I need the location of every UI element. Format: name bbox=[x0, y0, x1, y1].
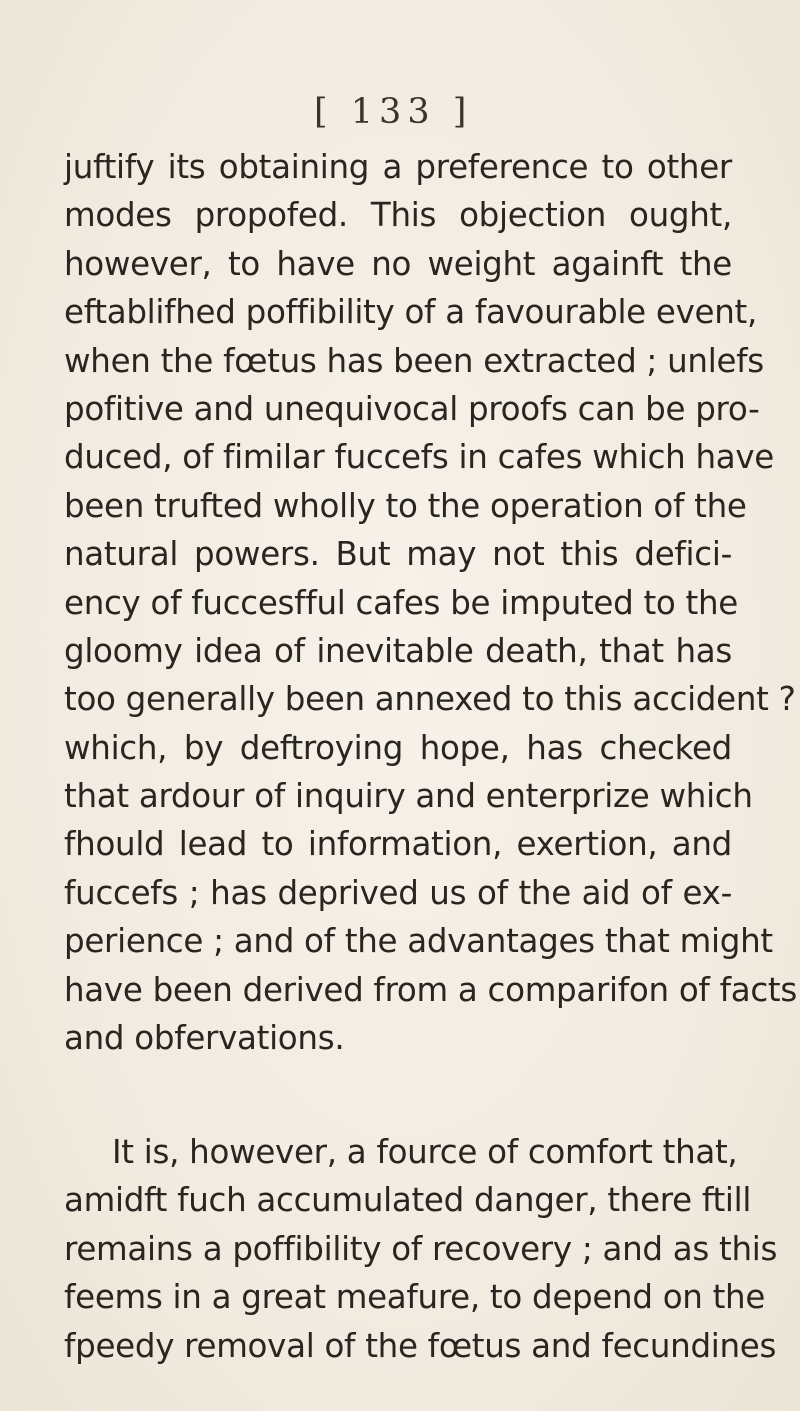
text-line: duced, of fimilar fuccefs in cafes which have bbox=[64, 438, 775, 477]
text-line: amidft fuch accumulated danger, there ftill bbox=[64, 1181, 752, 1220]
text-line: have been derived from a comparifon of facts bbox=[64, 970, 797, 1009]
text-line: gloomy idea of inevitable death, that has bbox=[64, 631, 732, 670]
text-line: eftablifhed poffibility of a favourable event, bbox=[64, 293, 757, 332]
page-number-header: [ 133 ] bbox=[314, 92, 473, 132]
paragraph-1 bbox=[64, 143, 797, 1062]
text-line: fpeedy removal of the fœtus and fecundines bbox=[64, 1326, 777, 1365]
text-line: which, by deftroying hope, has checked bbox=[64, 728, 732, 767]
text-line: been trufted wholly to the operation of the bbox=[64, 486, 747, 525]
text-line: remains a poffibility of recovery ; and as this bbox=[64, 1229, 778, 1268]
text-line: when the fœtus has been extracted ; unlefs bbox=[64, 341, 764, 380]
text-line: juftify its obtaining a preference to other bbox=[64, 148, 732, 186]
text-line: feems in a great meafure, to depend on the bbox=[64, 1278, 766, 1317]
text-line: however, to have no weight againft the bbox=[64, 244, 732, 283]
text-line: perience ; and of the advantages that might bbox=[64, 922, 773, 961]
text-line: modes propofed. This objection ought, bbox=[64, 196, 732, 235]
text-line: pofitive and unequivocal proofs can be pro- bbox=[64, 389, 760, 428]
paragraph-2 bbox=[64, 1128, 778, 1370]
text-line: and obfervations. bbox=[64, 1019, 345, 1058]
text-line: fuccefs ; has deprived us of the aid of ex- bbox=[64, 873, 732, 912]
text-line: ency of fuccesfful cafes be imputed to the bbox=[64, 583, 738, 622]
text-line: fhould lead to information, exertion, and bbox=[64, 825, 732, 864]
text-line: natural powers. But may not this defici- bbox=[64, 535, 732, 574]
text-line: It is, however, a fource of comfort that, bbox=[112, 1133, 738, 1171]
text-line: that ardour of inquiry and enterprize which bbox=[64, 777, 753, 816]
text-line: too generally been annexed to this accident ? bbox=[64, 680, 796, 719]
